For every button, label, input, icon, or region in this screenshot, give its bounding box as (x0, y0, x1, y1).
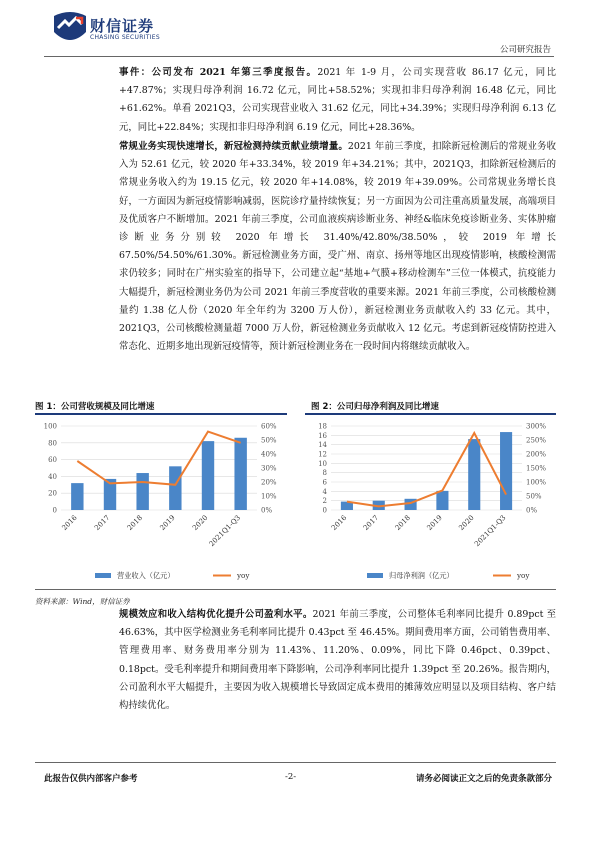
company-logo (52, 10, 162, 44)
y-tick-label: 40 (48, 472, 57, 481)
footer-disclaimer-left: 此报告仅供内部客户参考 (44, 774, 138, 784)
figure-source: 资料来源：Wind，财信证券 (35, 597, 130, 606)
y-tick-label: 20 (48, 489, 57, 498)
x-tick-label: 2017 (93, 513, 112, 533)
logo-name-en: CHASING SECURITIES (90, 34, 160, 41)
y2-tick-label: 200% (526, 450, 547, 459)
figure2-title-rule (305, 413, 556, 415)
legend-label-bar: 营业收入（亿元） (117, 571, 175, 580)
y-tick-label: 2 (322, 497, 327, 506)
y-tick-label: 10 (318, 459, 327, 468)
y2-tick-label: 40% (261, 450, 277, 459)
x-tick-label: 2020 (457, 513, 476, 533)
page-number: -2- (285, 772, 297, 782)
y2-tick-label: 10% (261, 492, 277, 501)
bar (202, 441, 214, 510)
y2-tick-label: 0% (261, 506, 273, 515)
y2-tick-label: 250% (526, 436, 547, 445)
footer-rule (35, 762, 556, 763)
paragraph-event-lead: 事件：公司发布 2021 年第三季度报告。 (119, 67, 318, 78)
chart-svg (305, 416, 556, 586)
legend-swatch-bar (95, 573, 111, 578)
legend-swatch-bar (367, 573, 383, 578)
x-tick-label: 2019 (158, 513, 177, 533)
header-rule (44, 56, 554, 57)
legend-label-bar: 归母净利润（亿元） (389, 571, 454, 580)
y2-tick-label: 30% (261, 464, 277, 473)
bar (136, 473, 148, 510)
series-line-yoy (77, 432, 240, 485)
paragraph-profitability (119, 606, 556, 715)
x-tick-label: 2018 (393, 513, 412, 533)
bar (500, 432, 512, 510)
paragraph-business (119, 138, 556, 356)
x-tick-label: 2019 (425, 513, 444, 533)
bar (71, 483, 83, 510)
y-tick-label: 100 (43, 422, 57, 431)
x-tick-label: 2020 (191, 513, 210, 533)
logo-name-cn: 财信证券 (90, 17, 155, 35)
paragraph-profitability-lead: 规模效应和收入结构优化提升公司盈利水平。 (119, 609, 313, 620)
figure-bottom-rule (35, 589, 556, 590)
figure2-title: 图 2：公司归母净利润及同比增速 (311, 402, 439, 412)
y-tick-label: 80 (48, 439, 57, 448)
footer-disclaimer-right: 请务必阅读正文之后的免责条款部分 (415, 774, 552, 784)
x-tick-label: 2021Q1-Q3 (473, 513, 508, 549)
y-tick-label: 0 (322, 506, 327, 515)
y2-tick-label: 100% (526, 478, 547, 487)
y-tick-label: 8 (322, 469, 327, 478)
figure1-chart (35, 416, 287, 586)
legend-label-line: yoy (237, 571, 250, 580)
y-tick-label: 4 (322, 487, 327, 496)
figure1-title: 图 1：公司营收规模及同比增速 (35, 402, 155, 412)
paragraph-business-text: 2021 年前三季度，扣除新冠检测后的常规业务收入为 52.61 亿元，较 2020 年+33.34%，较 2019 年+34.21%；其中，2021Q3，扣除新冠检测后的常规业务收入约为 19.15 亿元，较 2020 年+14.08%，较 2019 年+39.09%。公司常规业务增长良好，一方面因为新冠疫情影响减弱，医院诊疗量持续恢复；另一方面因为公司注重高质量发展，高端项目及优质客户不断增加。2021 年前三季度，公司血液疾病诊断业务、神经&临床免疫诊断业务、实体肿瘤诊断业务分别较 2020 年增长 31.40%/42.80%/38.50%，较 2019 年增长 67.50%/54.50%/61.30%。新冠检测业务方面，受广州、南京、扬州等地区出现疫情影响，核酸检测需求仍较多；同时在广州实验室的指导下，公司建立起“基地+气膜+移动检测车”三位一体模式，抗疫能力大幅提升，新冠检测业务仍为公司 2021 年前三季度营收的重要来源。2021 年前三季度，公司核酸检测量约 1.38 亿人份（2020 年全年约为 3200 万人份），新冠检测业务贡献收入约 33 亿元。其中，2021Q3，公司核酸检测量超 7000 万人份，新冠检测业务贡献收入 12 亿元。考虑到新冠疫情防控进入常态化、近期多地出现新冠疫情等，预计新冠检测业务在一段时间内将继续贡献收入。 (119, 141, 556, 353)
y2-tick-label: 150% (526, 464, 547, 473)
y-tick-label: 6 (322, 478, 327, 487)
series-line-yoy (347, 433, 506, 506)
y-tick-label: 0 (52, 506, 57, 515)
paragraph-event (119, 64, 556, 137)
report-type: 公司研究报告 (499, 45, 551, 55)
paragraph-event-text: 2021 年 1-9 月，公司实现营收 86.17 亿元，同比+47.87%；实现归母净利润 16.72 亿元，同比+58.52%；实现扣非归母净利润 16.48 亿元，同比+61.62%。单看 2021Q3，公司实现营业收入 31.62 亿元，同比+34.39%；实现归母净利润 6.13 亿元，同比+22.84%；实现扣非归母净利润 6.19 亿元，同比+28.36%。 (119, 67, 556, 133)
y2-tick-label: 20% (261, 478, 277, 487)
x-tick-label: 2018 (125, 513, 145, 533)
y2-tick-label: 0% (526, 506, 538, 515)
y2-tick-label: 300% (526, 422, 547, 431)
legend-label-line: yoy (517, 571, 530, 580)
y2-tick-label: 60% (261, 422, 277, 431)
x-tick-label: 2016 (60, 513, 79, 533)
logo-badge-icon (52, 10, 88, 44)
x-tick-label: 2021Q1-Q3 (207, 513, 243, 549)
bar (436, 491, 448, 510)
figure2-chart (305, 416, 556, 586)
paragraph-business-lead: 常规业务实现快速增长，新冠检测持续贡献业绩增量。 (119, 141, 348, 152)
bar (169, 466, 181, 510)
y2-tick-label: 50% (526, 492, 542, 501)
x-tick-label: 2016 (330, 513, 349, 533)
y-tick-label: 16 (318, 431, 327, 440)
y-tick-label: 60 (48, 456, 57, 465)
page-header (0, 0, 596, 55)
y-tick-label: 18 (318, 422, 327, 431)
x-tick-label: 2017 (361, 513, 381, 533)
bar (234, 438, 246, 510)
paragraph-profitability-text: 2021 年前三季度，公司整体毛利率同比提升 0.89pct 至 46.63%，其中医学检测业务毛利率同比提升 0.43pct 至 46.45%。期间费用率方面，公司销售费用率、管理费用率、财务费用率分别为 11.43%、11.20%、0.09%，同比下降 0.46pct、0.39pct、0.18pct。受毛利率提升和期间费用率下降影响，公司净利率同比提升 1.39pct 至 20.26%。报告期内，公司盈利水平大幅提升，主要因为收入规模增长导致固定成本费用的摊薄效应明显以及项目结构、客户结构持续优化。 (119, 609, 556, 712)
figure1-title-rule (35, 413, 287, 415)
y2-tick-label: 50% (261, 436, 277, 445)
chart-svg (35, 416, 287, 586)
y-tick-label: 12 (318, 450, 327, 459)
bar (468, 439, 480, 510)
y-tick-label: 14 (318, 441, 327, 450)
